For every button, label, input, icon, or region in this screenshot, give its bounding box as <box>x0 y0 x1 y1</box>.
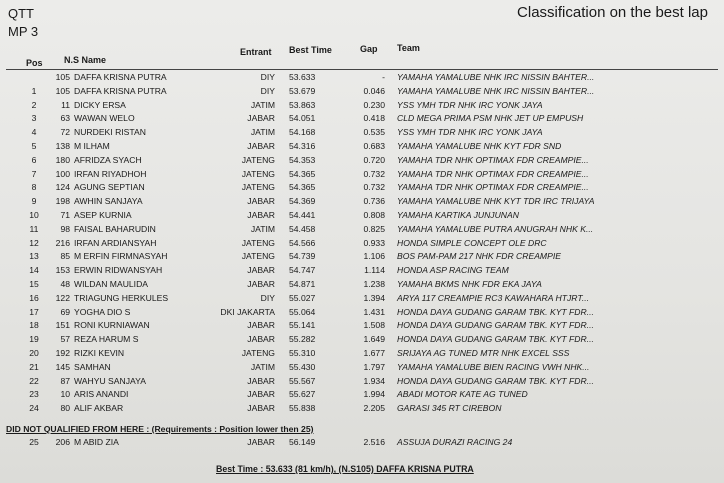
team-cell: HONDA DAYA GUDANG GARAM TBK. KYT FDR... <box>397 334 594 345</box>
number-cell: 145 <box>55 361 70 372</box>
rider-name-cell: ARIS ANANDI <box>74 389 129 400</box>
best-time-cell: 54.353 <box>289 154 316 165</box>
table-row <box>0 389 724 400</box>
best-time-cell: 54.747 <box>289 265 316 276</box>
gap-cell: 0.720 <box>363 154 385 165</box>
best-time-cell: 55.282 <box>289 334 316 345</box>
rider-name-cell: M ABID ZIA <box>74 437 119 447</box>
col-ns-name: N.S Name <box>64 55 107 65</box>
team-cell: GARASI 345 RT CIREBON <box>397 403 502 414</box>
entrant-cell: JATIM <box>250 127 275 138</box>
number-cell: 122 <box>55 292 70 303</box>
team-cell: CLD MEGA PRIMA PSM NHK JET UP EMPUSH <box>397 113 584 124</box>
number-cell: 71 <box>60 210 70 220</box>
team-cell: YAMAHA TDR NHK OPTIMAX FDR CREAMPIE... <box>397 182 589 193</box>
number-cell: 72 <box>60 127 70 138</box>
team-cell: SRIJAYA AG TUNED MTR NHK EXCEL SSS <box>397 348 570 358</box>
best-time-cell: 55.627 <box>289 389 316 400</box>
gap-cell: 2.205 <box>363 403 385 414</box>
rider-name-cell: RONI KURNIAWAN <box>74 320 150 331</box>
number-cell: 10 <box>60 389 70 400</box>
col-pos: Pos <box>26 58 43 68</box>
rider-name-cell: REZA HARUM S <box>74 334 139 345</box>
entrant-cell: DIY <box>260 85 275 96</box>
col-gap: Gap <box>360 44 378 54</box>
best-time-cell: 55.838 <box>289 403 316 414</box>
best-time-cell: 54.369 <box>289 196 316 207</box>
position-cell: 11 <box>29 223 39 234</box>
entrant-cell: JATIM <box>250 361 275 372</box>
team-cell: YAMAHA YAMALUBE BIEN RACING VWH NHK... <box>397 361 590 372</box>
team-cell: BOS PAM-PAM 217 NHK FDR CREAMPIE <box>397 251 561 262</box>
gap-cell: 0.933 <box>363 237 385 248</box>
table-row <box>0 113 724 124</box>
table-row <box>0 307 724 318</box>
rider-name-cell: WAHYU SANJAYA <box>74 375 146 386</box>
number-cell: 11 <box>61 99 70 110</box>
table-row <box>0 437 724 448</box>
entrant-cell: JABAR <box>247 113 275 124</box>
gap-cell: 1.934 <box>363 375 385 386</box>
table-row <box>0 100 724 111</box>
gap-cell: - <box>382 72 385 82</box>
table-row <box>0 293 724 304</box>
entrant-cell: JATIM <box>250 223 275 234</box>
table-row <box>0 182 724 193</box>
team-cell: YAMAHA TDR NHK OPTIMAX FDR CREAMPIE... <box>397 168 589 179</box>
table-row <box>0 238 724 249</box>
gap-cell: 0.736 <box>363 196 385 207</box>
position-cell: 15 <box>29 279 39 289</box>
best-time-cell: 54.365 <box>289 168 316 179</box>
rider-name-cell: ASEP KURNIA <box>74 210 132 220</box>
table-row <box>0 224 724 235</box>
team-cell: HONDA DAYA GUDANG GARAM TBK. KYT FDR... <box>397 375 594 386</box>
entrant-cell: JABAR <box>247 141 275 151</box>
team-cell: YAMAHA TDR NHK OPTIMAX FDR CREAMPIE... <box>397 154 589 165</box>
best-time-cell: 53.633 <box>289 72 316 82</box>
rider-name-cell: ERWIN RIDWANSYAH <box>74 265 163 276</box>
page-title: Classification on the best lap <box>517 4 708 21</box>
gap-cell: 0.808 <box>363 210 385 220</box>
position-cell: 2 <box>31 99 37 110</box>
gap-cell: 1.114 <box>364 265 385 276</box>
rider-name-cell: SAMHAN <box>74 361 111 372</box>
number-cell: 151 <box>55 320 70 331</box>
entrant-cell: DIY <box>260 292 275 303</box>
best-time-cell: 53.679 <box>289 85 316 96</box>
team-cell: YAMAHA YAMALUBE NHK IRC NISSIN BAHTER... <box>397 85 595 96</box>
best-time-cell: 54.316 <box>289 141 316 151</box>
gap-cell: 1.106 <box>363 251 385 262</box>
number-cell: 153 <box>55 265 70 276</box>
position-cell: 3 <box>31 113 37 124</box>
team-cell: YAMAHA YAMALUBE NHK IRC NISSIN BAHTER... <box>397 72 595 82</box>
rider-name-cell: ALIF AKBAR <box>74 403 124 414</box>
entrant-cell: JATENG <box>241 237 275 248</box>
table-row <box>0 348 724 359</box>
position-cell: 10 <box>29 210 39 220</box>
team-cell: HONDA DAYA GUDANG GARAM TBK. KYT FDR... <box>397 320 594 331</box>
dnq-heading: DID NOT QUALIFIED FROM HERE : (Requirements : Position lower then 25) <box>6 424 314 434</box>
entrant-cell: JABAR <box>247 320 275 331</box>
best-time-cell: 54.441 <box>289 210 316 220</box>
team-cell: YAMAHA YAMALUBE NHK KYT TDR IRC TRIJAYA <box>397 196 595 207</box>
gap-cell: 0.418 <box>363 113 385 124</box>
position-cell: 17 <box>29 306 39 317</box>
gap-cell: 1.994 <box>363 389 385 400</box>
position-cell: 7 <box>31 168 37 179</box>
gap-cell: 0.535 <box>363 127 385 138</box>
rider-name-cell: YOGHA DIO S <box>74 306 131 317</box>
position-cell: 20 <box>29 348 39 358</box>
team-cell: YSS YMH TDR NHK IRC YONK JAYA <box>397 127 543 138</box>
rider-name-cell: FAISAL BAHARUDIN <box>74 223 156 234</box>
team-cell: YAMAHA BKMS NHK FDR EKA JAYA <box>397 279 542 289</box>
rider-name-cell: DAFFA KRISNA PUTRA <box>74 85 167 96</box>
position-cell: 18 <box>29 320 39 331</box>
best-time-cell: 55.027 <box>289 292 316 303</box>
table-row <box>0 155 724 166</box>
gap-cell: 1.431 <box>363 306 385 317</box>
entrant-cell: JABAR <box>247 334 275 345</box>
rider-name-cell: WILDAN MAULIDA <box>74 279 149 289</box>
number-cell: 105 <box>55 85 70 96</box>
entrant-cell: JABAR <box>247 389 275 400</box>
rider-name-cell: AGUNG SEPTIAN <box>74 182 145 193</box>
team-cell: YAMAHA YAMALUBE PUTRA ANUGRAH NHK K... <box>397 223 594 234</box>
team-cell: YAMAHA YAMALUBE NHK KYT FDR SND <box>397 141 562 151</box>
entrant-cell: JABAR <box>247 403 275 414</box>
number-cell: 124 <box>55 182 70 193</box>
best-time-cell: 53.863 <box>289 99 316 110</box>
position-cell: 9 <box>31 196 37 207</box>
table-row <box>0 362 724 373</box>
number-cell: 105 <box>55 72 70 82</box>
table-row <box>0 376 724 387</box>
best-time-cell: 55.567 <box>289 375 316 386</box>
entrant-cell: DKI JAKARTA <box>220 306 275 317</box>
session-header <box>8 6 38 42</box>
position-cell: 24 <box>29 403 39 414</box>
position-cell: 1 <box>31 85 37 96</box>
position-cell: 19 <box>29 334 39 345</box>
position-cell: 5 <box>31 141 37 151</box>
best-time-cell: 54.168 <box>289 127 316 138</box>
team-cell: ABADI MOTOR KATE AG TUNED <box>397 389 528 400</box>
number-cell: 138 <box>55 141 70 151</box>
team-cell: ARYA 117 CREAMPIE RC3 KAWAHARA HTJRT... <box>397 292 589 303</box>
entrant-cell: JATENG <box>241 348 275 358</box>
team-cell: ASSUJA DURAZI RACING 24 <box>397 437 513 447</box>
position-cell: 12 <box>29 237 39 248</box>
position-cell: 14 <box>29 265 39 276</box>
entrant-cell: JABAR <box>247 279 275 289</box>
number-cell: 48 <box>60 279 70 289</box>
gap-cell: 0.825 <box>363 223 385 234</box>
rider-name-cell: RIZKI KEVIN <box>74 348 125 358</box>
number-cell: 57 <box>60 334 70 345</box>
rider-name-cell: M ERFIN FIRMNASYAH <box>74 251 168 262</box>
number-cell: 206 <box>55 437 70 447</box>
rider-name-cell: NURDEKI RISTAN <box>74 127 146 138</box>
table-row <box>0 210 724 221</box>
best-time-cell: 54.051 <box>289 113 316 124</box>
position-cell: 25 <box>29 437 39 447</box>
number-cell: 180 <box>55 154 70 165</box>
entrant-cell: JATENG <box>241 251 275 262</box>
rider-name-cell: M ILHAM <box>74 141 110 151</box>
entrant-cell: JABAR <box>247 375 275 386</box>
number-cell: 98 <box>60 223 70 234</box>
best-time-cell: 54.739 <box>289 251 316 262</box>
best-time-cell: 54.871 <box>289 279 316 289</box>
rider-name-cell: AWHIN SANJAYA <box>74 196 143 207</box>
entrant-cell: JABAR <box>247 196 275 207</box>
table-row <box>0 196 724 207</box>
position-cell: 16 <box>29 292 39 303</box>
rider-name-cell: AFRIDZA SYACH <box>74 154 142 165</box>
position-cell: 4 <box>31 127 37 138</box>
entrant-cell: JATENG <box>241 168 275 179</box>
team-cell: YAMAHA KARTIKA JUNJUNAN <box>397 210 519 220</box>
position-cell: 8 <box>31 182 37 193</box>
col-team: Team <box>397 43 420 53</box>
gap-cell: 1.238 <box>363 279 385 289</box>
gap-cell: 0.683 <box>363 141 385 151</box>
gap-cell: 0.732 <box>363 168 385 179</box>
table-row <box>0 334 724 345</box>
entrant-cell: JABAR <box>247 437 275 447</box>
table-row <box>0 320 724 331</box>
rider-name-cell: IRFAN RIYADHOH <box>74 168 147 179</box>
number-cell: 80 <box>60 403 70 414</box>
gap-cell: 1.508 <box>363 320 385 331</box>
table-row <box>0 403 724 414</box>
gap-cell: 0.230 <box>363 99 385 110</box>
rider-name-cell: TRIAGUNG HERKULES <box>74 292 169 303</box>
gap-cell: 1.394 <box>363 292 385 303</box>
number-cell: 87 <box>60 375 70 386</box>
position-cell: 21 <box>29 361 39 372</box>
best-time-cell: 54.458 <box>289 223 316 234</box>
gap-cell: 2.516 <box>363 437 385 447</box>
number-cell: 100 <box>55 168 70 179</box>
entrant-cell: JATIM <box>250 99 275 110</box>
best-time-cell: 55.064 <box>289 306 316 317</box>
gap-cell: 1.649 <box>363 334 385 345</box>
number-cell: 216 <box>55 237 70 248</box>
team-cell: HONDA DAYA GUDANG GARAM TBK. KYT FDR... <box>397 306 594 317</box>
position-cell: 23 <box>29 389 39 400</box>
team-cell: HONDA SIMPLE CONCEPT OLE DRC <box>397 237 547 248</box>
rider-name-cell: DAFFA KRISNA PUTRA <box>74 72 167 82</box>
number-cell: 85 <box>60 251 70 262</box>
position-cell: 6 <box>31 154 37 165</box>
class-label: MP 3 <box>8 24 39 39</box>
best-time-cell: 55.310 <box>289 348 316 358</box>
number-cell: 198 <box>55 196 70 207</box>
number-cell: 192 <box>55 348 70 358</box>
col-entrant: Entrant <box>240 47 272 57</box>
number-cell: 69 <box>60 306 70 317</box>
gap-cell: 0.732 <box>363 182 385 193</box>
best-time-cell: 55.430 <box>289 361 316 372</box>
number-cell: 63 <box>60 113 70 124</box>
position-cell: 22 <box>29 375 39 386</box>
rider-name-cell: WAWAN WELO <box>74 113 135 124</box>
best-time-cell: 56.149 <box>289 437 316 447</box>
team-cell: YSS YMH TDR NHK IRC YONK JAYA <box>397 99 543 110</box>
table-row <box>0 86 724 97</box>
team-cell: HONDA ASP RACING TEAM <box>397 265 509 276</box>
table-row <box>0 141 724 152</box>
best-time-cell: 54.566 <box>289 237 316 248</box>
session-label: QTT <box>8 6 34 21</box>
table-row <box>0 279 724 290</box>
table-row <box>0 251 724 262</box>
gap-cell: 0.046 <box>363 85 385 96</box>
table-row <box>0 72 724 83</box>
entrant-cell: JABAR <box>247 265 275 276</box>
position-cell: 13 <box>29 251 39 262</box>
entrant-cell: JABAR <box>247 210 275 220</box>
col-best-time: Best Time <box>289 45 332 55</box>
table-row <box>0 127 724 138</box>
table-row <box>0 265 724 276</box>
best-time-footer: Best Time : 53.633 (81 km/h), (N.S105) DAFFA KRISNA PUTRA <box>216 464 474 474</box>
best-time-cell: 54.365 <box>289 182 316 193</box>
best-time-cell: 55.141 <box>289 320 316 331</box>
entrant-cell: JATENG <box>241 154 275 165</box>
rider-name-cell: IRFAN ARDIANSYAH <box>74 237 157 248</box>
table-row <box>0 169 724 180</box>
header-divider <box>6 69 718 70</box>
gap-cell: 1.677 <box>363 348 385 358</box>
gap-cell: 1.797 <box>363 361 385 372</box>
entrant-cell: JATENG <box>241 182 275 193</box>
entrant-cell: DIY <box>260 72 275 82</box>
rider-name-cell: DICKY ERSA <box>74 99 126 110</box>
